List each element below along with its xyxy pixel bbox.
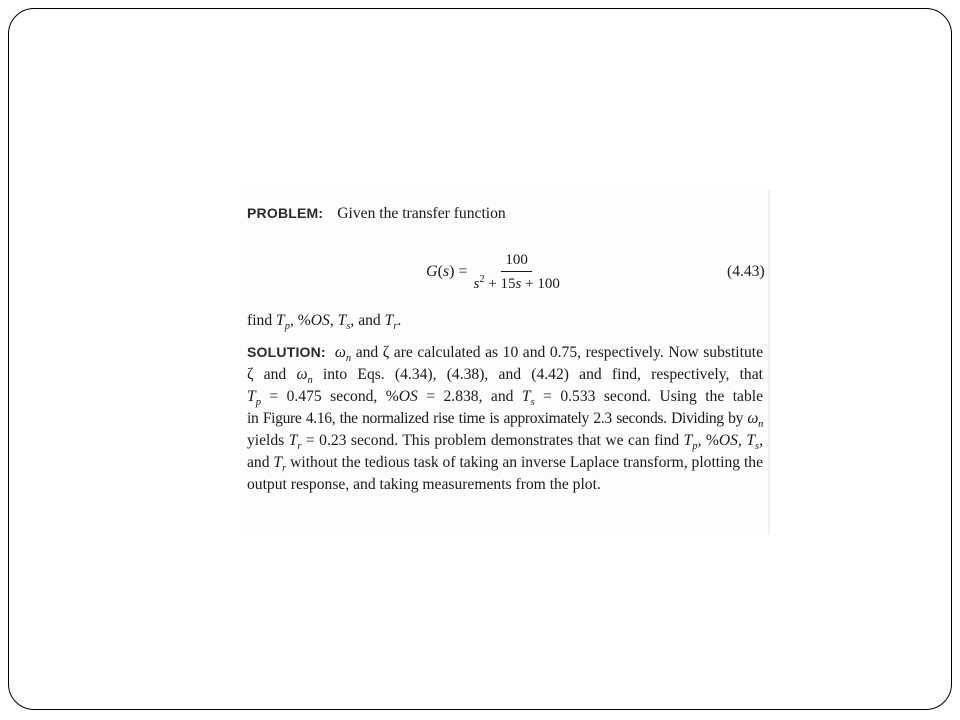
transfer-function-equation — [426, 250, 560, 294]
solution-line-7: output response, and taking measurements from the plot. — [247, 476, 601, 493]
page-edge — [768, 190, 770, 535]
equation-lhs: G(s) = — [426, 263, 468, 280]
problem-label: PROBLEM: — [247, 205, 324, 221]
equation-numerator: 100 — [501, 252, 532, 272]
equation-denominator: $s^2 + 15s + 100$ — [473, 273, 560, 292]
solution-label: SOLUTION: — [247, 344, 326, 360]
solution-line-1: SOLUTION: $\omega_n$ and ζ are calculated as 10 and 0.75, respectively. Now substitute — [247, 344, 764, 365]
problem-find: find $T_p$, %OS, $T_s$, and $T_r$. — [247, 312, 402, 333]
equation-number: (4.43) — [727, 263, 765, 280]
problem-heading — [247, 205, 506, 223]
equation-fraction — [473, 252, 559, 293]
problem-intro: Given the transfer function — [337, 205, 506, 222]
solution-line-2: ζ and $\omega_n$ into Eqs. (4.34), (4.38), and (4.42) and find, respectively, that — [247, 366, 763, 387]
solution-line-6: and $T_r$ without the tedious task of taking an inverse Laplace transform, plotting the — [247, 454, 763, 475]
solution-line-3: $T_p = 0.475$ second, %OS = 2.838, and $T_s = 0.533$ second. Using the table — [247, 388, 763, 409]
solution-line-4: in Figure 4.16, the normalized rise time is approximately 2.3 seconds. Dividing by $\omega_n$ — [247, 410, 763, 431]
solution-line-5: yields $T_r = 0.23$ second. This problem demonstrates that we can find $T_p$, %OS, $T_s$, — [247, 432, 764, 453]
